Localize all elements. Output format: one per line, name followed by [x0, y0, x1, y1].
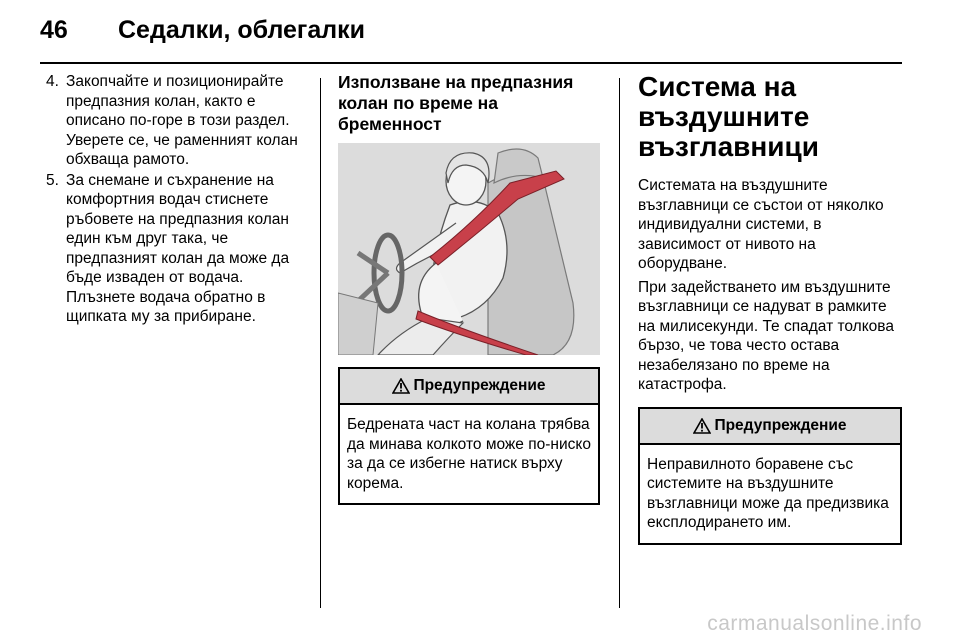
header-divider	[40, 62, 902, 64]
column-airbags	[638, 72, 902, 545]
step-number: 5.	[46, 171, 59, 189]
step-number: 4.	[46, 73, 59, 90]
step-text: Закопчайте и позиционирайте предпазния колан, както е описано по-горе в този раздел. Уверете се, че раменният колан обхваща рамото.	[66, 73, 298, 168]
column-pregnancy	[338, 72, 600, 505]
warning-triangle-icon	[693, 418, 711, 434]
warning-box-airbags	[638, 407, 902, 545]
paragraph: Системата на въздушните възглавници се състои от няколко индивидуални системи, в зависимост от нивото на оборудване.	[638, 177, 884, 272]
pregnant-driver-drawing	[338, 143, 600, 355]
watermark: carmanualsonline.info	[707, 612, 922, 635]
page-header	[40, 14, 920, 54]
warning-title: Предупреждение	[413, 377, 546, 394]
column-divider-right	[619, 78, 620, 608]
page-title: Седалки, облегалки	[118, 16, 366, 44]
paragraph: При задействането им въздушните възглавници се надуват в рамките на милисекунди. Те спадат толкова бързо, че това често остава незабелязано по време на катастрофа.	[638, 278, 894, 393]
warning-header	[640, 409, 900, 445]
page-number: 46	[40, 16, 68, 44]
warning-header	[340, 369, 598, 405]
warning-text: Неправилното боравене със системите на въздушните възглавници може да предизвика експлодирането им.	[647, 455, 889, 531]
section-heading-airbags: Система на въздушните възглавници	[638, 71, 819, 162]
list-item	[40, 72, 302, 170]
pregnant-driver-illustration	[338, 143, 600, 355]
column-steps	[40, 72, 302, 328]
list-item	[40, 171, 302, 327]
column-divider-left	[320, 78, 321, 608]
steps-list	[40, 72, 302, 327]
warning-title: Предупреждение	[714, 416, 847, 434]
step-text: За снемане и съхранение на комфортния водач стиснете ръбовете на предпазния колан един към друг така, че предпазният колан да може да бъде изваден от водача. Плъзнете водача обратно в щипката му за прибиране.	[66, 171, 290, 325]
warning-box-pregnancy	[338, 367, 600, 505]
warning-text: Бедрената част на колана трябва да минава колкото може по-ниско за да се избегне натиск върху корема.	[347, 416, 591, 492]
warning-triangle-icon	[392, 378, 410, 394]
section-heading-pregnancy: Използване на предпазния колан по време на бременност	[338, 72, 574, 134]
